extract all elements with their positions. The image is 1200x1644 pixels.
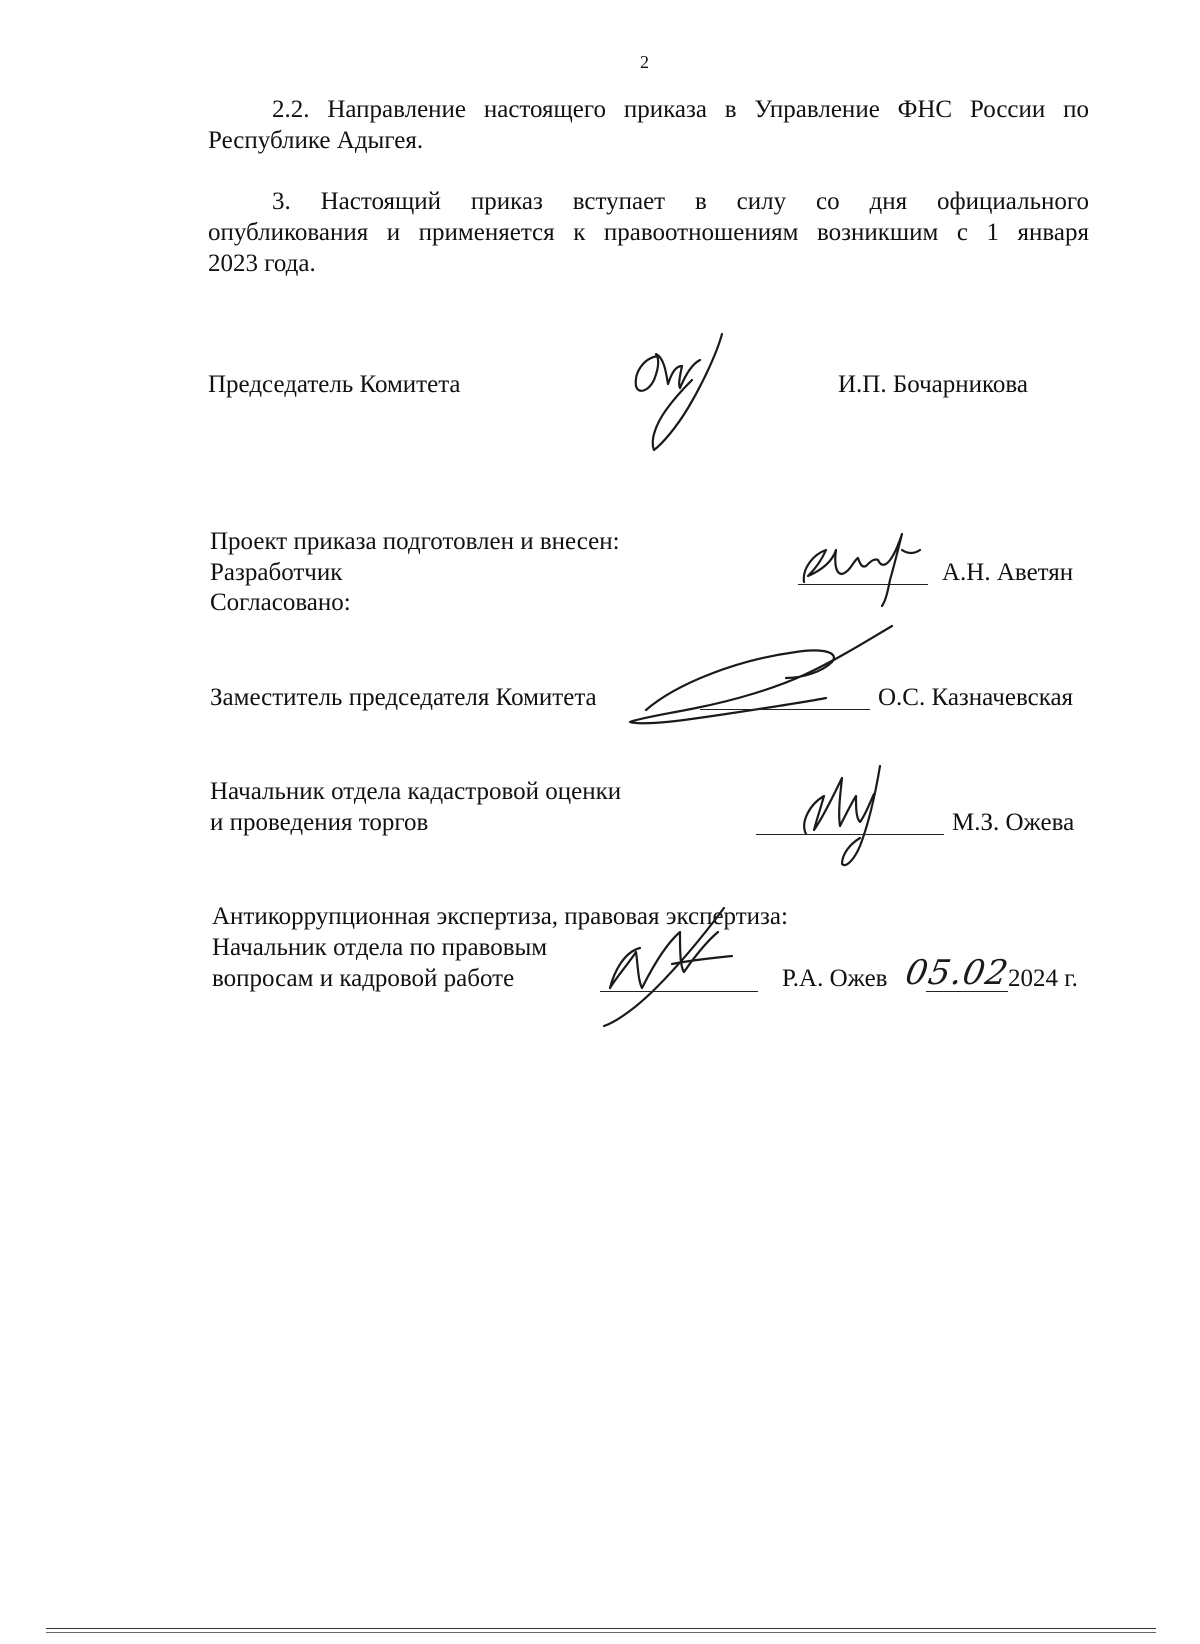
handwritten-date: 05.02: [902, 953, 1012, 993]
cadastral-head-name: М.З. Ожева: [952, 809, 1075, 836]
cadastral-head-title-line-2: и проведения торгов: [210, 809, 429, 836]
paragraph-2-2-line-1: 2.2. Направление настоящего приказа в Управление ФНС России по: [272, 96, 1089, 123]
deputy-signature-line: [700, 709, 870, 710]
deputy-signature: [626, 622, 906, 732]
paragraph-2-2-line-2: Республике Адыгея.: [208, 127, 424, 154]
deputy-title: Заместитель председателя Комитета: [210, 684, 597, 711]
deputy-name: О.С. Казначевская: [878, 684, 1074, 711]
chairman-title: Председатель Комитета: [208, 371, 461, 398]
expertise-heading: Антикоррупционная экспертиза, правовая экспертиза:: [212, 903, 788, 930]
expertise-year: 2024 г.: [1008, 965, 1078, 992]
chairman-name: И.П. Бочарникова: [838, 371, 1028, 398]
expertise-signature: [596, 898, 756, 1028]
footer-rule: [46, 1628, 1156, 1629]
developer-name: А.Н. Аветян: [942, 559, 1074, 586]
cadastral-head-title-line-1: Начальник отдела кадастровой оценки: [210, 778, 622, 805]
page-number: 2: [640, 52, 649, 72]
project-prepared-label: Проект приказа подготовлен и внесен:: [210, 528, 620, 555]
expertise-title-line-2: вопросам и кадровой работе: [212, 965, 515, 992]
expertise-signature-line: [600, 991, 758, 992]
developer-signature: [798, 520, 938, 610]
paragraph-3-line-3: 2023 года.: [208, 250, 316, 277]
paragraph-3: [208, 186, 1089, 279]
agreed-label: Согласовано:: [210, 589, 351, 616]
paragraph-3-line-2: опубликования и применяется к правоотношениям возникшим с 1 января: [208, 219, 1089, 246]
expertise-name: Р.А. Ожев: [782, 965, 888, 992]
cadastral-head-signature: [790, 760, 910, 870]
paragraph-3-line-1: 3. Настоящий приказ вступает в силу со дня официального: [272, 188, 1089, 215]
developer-signature-line: [798, 584, 928, 585]
cadastral-head-signature-line: [756, 834, 944, 835]
expertise-title-line-1: Начальник отдела по правовым: [212, 934, 548, 961]
chairman-signature: [630, 328, 740, 453]
developer-label: Разработчик: [210, 559, 343, 586]
paragraph-2-2: [208, 94, 1089, 156]
date-line: [926, 991, 1008, 992]
footer-rule-secondary: [46, 1632, 1156, 1633]
